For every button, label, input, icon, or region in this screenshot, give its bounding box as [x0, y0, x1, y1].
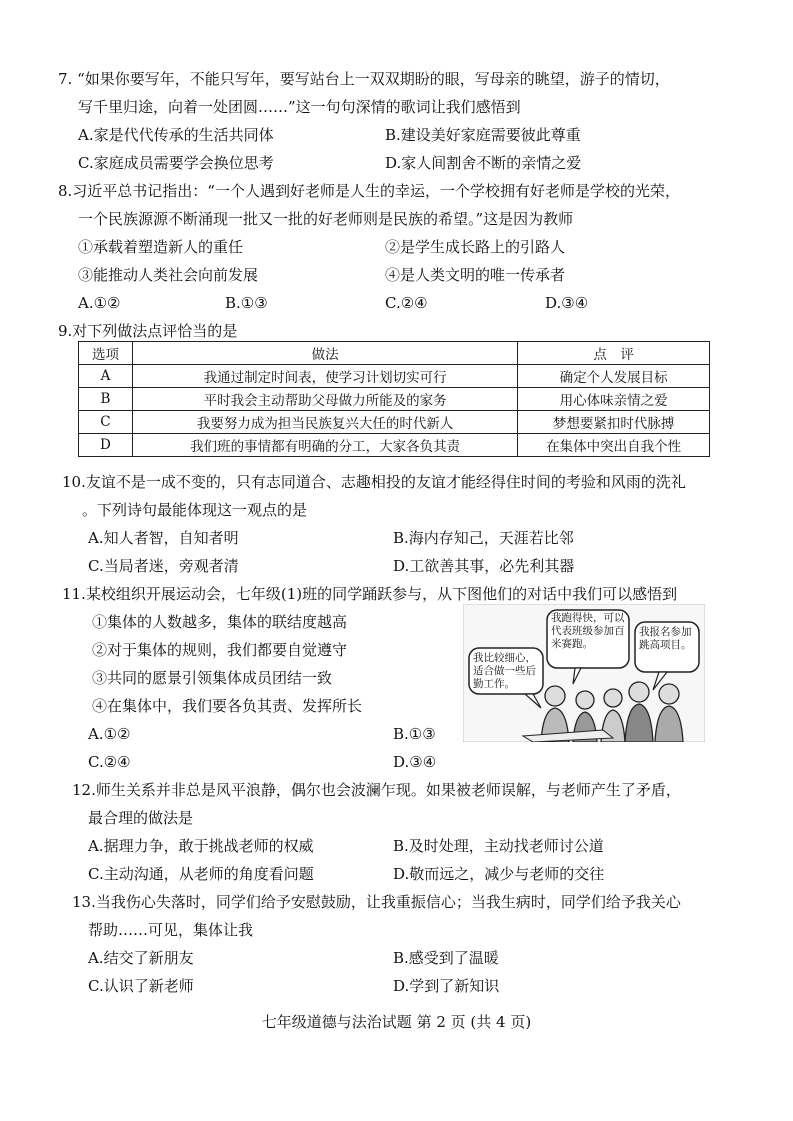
q9-stem: 9.对下列做法点评恰当的是 — [58, 322, 238, 340]
table-row — [79, 388, 710, 411]
q8-statement-1: ①承载着塑造新人的重任 — [78, 238, 244, 256]
q13-option-d: D.学到了新知识 — [393, 977, 500, 995]
q8-stem-line1: 8.习近平总书记指出：“一个人遇到好老师是人生的幸运，一个学校拥有好老师是学校的光荣， — [58, 182, 680, 200]
table-cell: A — [79, 365, 133, 388]
table-cell: 我们班的事情都有明确的分工，大家各负其责 — [132, 434, 517, 457]
q10-option-c: C.当局者迷，旁观者清 — [88, 557, 239, 575]
q8-option-d: D.③④ — [545, 294, 589, 312]
q11-option-b: B.①③ — [393, 725, 436, 743]
q12-option-d: D.敬而远之，减少与老师的交往 — [393, 865, 605, 883]
q7-option-a: A.家是代代传承的生活共同体 — [78, 126, 274, 144]
q12-option-b: B.及时处理，主动找老师讨公道 — [393, 837, 604, 855]
q11-statement-2: ②对于集体的规则，我们都要自觉遵守 — [92, 641, 348, 659]
table-row — [79, 365, 710, 388]
table-cell: 在集体中突出自我个性 — [518, 434, 710, 457]
q7-option-b: B.建设美好家庭需要彼此尊重 — [385, 126, 581, 144]
q12-option-a: A.据理力争，敢于挑战老师的权威 — [88, 837, 314, 855]
q9-table — [78, 341, 710, 457]
q11-option-c: C.②④ — [88, 753, 131, 771]
q13-stem-line2: 帮助……可见，集体让我 — [88, 921, 254, 939]
q11-statement-1: ①集体的人数越多，集体的联结度越高 — [92, 613, 348, 631]
table-header-cell: 选项 — [79, 342, 133, 365]
q11-statement-4: ④在集体中，我们要各负其责、发挥所长 — [92, 697, 363, 715]
q8-option-b: B.①③ — [225, 294, 268, 312]
q7-stem-line1: 7. “如果你要写年，不能只写年，要写站台上一双双期盼的眼，写母亲的眺望，游子的情切， — [58, 70, 670, 88]
q13-option-c: C.认识了新老师 — [88, 977, 194, 995]
q7-option-d: D.家人间割舍不断的亲情之爱 — [385, 154, 582, 172]
q7-option-c: C.家庭成员需要学会换位思考 — [78, 154, 274, 172]
table-cell: 平时我会主动帮助父母做力所能及的家务 — [132, 388, 517, 411]
q11-option-d: D.③④ — [393, 753, 437, 771]
table-cell: 我要努力成为担当民族复兴大任的时代新人 — [132, 411, 517, 434]
q13-option-b: B.感受到了温暖 — [393, 949, 499, 967]
q10-option-a: A.知人者智，自知者明 — [88, 529, 239, 547]
q10-stem-line1: 10.友谊不是一成不变的，只有志同道合、志趣相投的友谊才能经得住时间的考验和风雨的洗礼 — [62, 473, 686, 491]
table-header-cell: 点 评 — [518, 342, 710, 365]
table-cell: 我通过制定时间表，使学习计划切实可行 — [132, 365, 517, 388]
q8-option-a: A.①② — [78, 294, 121, 312]
table-row — [79, 411, 710, 434]
q13-option-a: A.结交了新朋友 — [88, 949, 194, 967]
q11-cartoon-illustration — [463, 604, 705, 742]
q12-stem-line2: 最合理的做法是 — [88, 809, 194, 827]
q11-statement-3: ③共同的愿景引领集体成员团结一致 — [92, 669, 333, 687]
q10-option-d: D.工欲善其事，必先利其器 — [393, 557, 575, 575]
q11-stem: 11.某校组织开展运动会，七年级(1)班的同学踊跃参与，从下图他们的对话中我们可以感悟到 — [62, 585, 678, 603]
table-cell: 确定个人发展目标 — [518, 365, 710, 388]
q13-stem-line1: 13.当我伤心失落时，同学们给予安慰鼓励，让我重振信心；当我生病时，同学们给予我关心 — [72, 893, 681, 911]
speech-bubble-1-text: 我跑得快，可以代表班级参加百米赛跑。 — [551, 612, 625, 650]
page-footer: 七年级道德与法治试题 第 2 页 (共 4 页) — [261, 1013, 532, 1031]
q8-stem-line2: 一个民族源源不断涌现一批又一批的好老师则是民族的希望。”这是因为教师 — [78, 210, 574, 228]
q11-option-a: A.①② — [88, 725, 131, 743]
table-row — [79, 434, 710, 457]
table-header-cell: 做法 — [132, 342, 517, 365]
table-cell: D — [79, 434, 133, 457]
q12-option-c: C.主动沟通，从老师的角度看问题 — [88, 865, 314, 883]
q7-stem-line2: 写千里归途，向着一处团圆……”这一句句深情的歌词让我们感悟到 — [78, 98, 521, 116]
table-cell: 梦想要紧扣时代脉搏 — [518, 411, 710, 434]
table-cell: B — [79, 388, 133, 411]
table-cell: C — [79, 411, 133, 434]
q12-stem-line1: 12.师生关系并非总是风平浪静，偶尔也会波澜乍现。如果被老师误解，与老师产生了矛盾， — [72, 781, 681, 799]
table-cell: 用心体味亲情之爱 — [518, 388, 710, 411]
q8-statement-4: ④是人类文明的唯一传承者 — [385, 266, 566, 284]
q10-stem-line2: 。下列诗句最能体现这一观点的是 — [82, 501, 308, 519]
q8-statement-2: ②是学生成长路上的引路人 — [385, 238, 566, 256]
speech-bubble-2-text: 我报名参加跳高项目。 — [639, 626, 692, 651]
q10-option-b: B.海内存知己，天涯若比邻 — [393, 529, 574, 547]
speech-bubble-3-text: 我比较细心，适合做一些后勤工作。 — [473, 652, 536, 690]
q8-option-c: C.②④ — [385, 294, 428, 312]
q8-statement-3: ③能推动人类社会向前发展 — [78, 266, 259, 284]
table-header-row — [79, 342, 710, 365]
